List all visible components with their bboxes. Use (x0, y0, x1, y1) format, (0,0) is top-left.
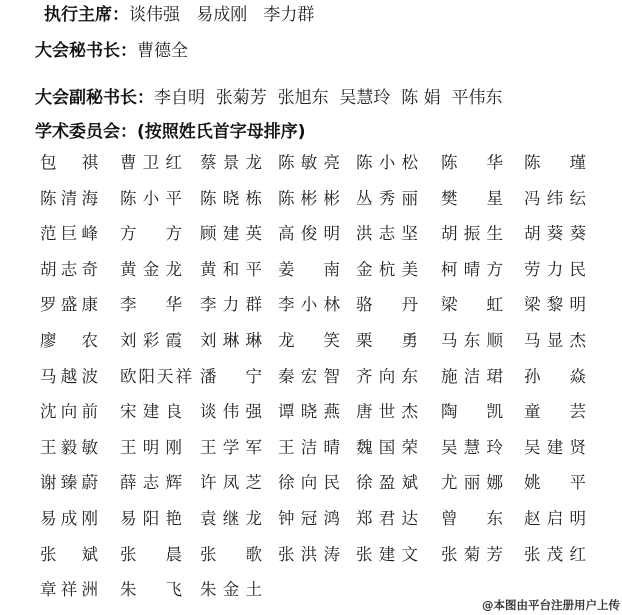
committee-member: 赵启明 (524, 509, 586, 528)
committee-member: 李力群 (200, 295, 262, 314)
committee-member: 薛志辉 (120, 473, 182, 492)
committee-member: 胡葵葵 (524, 224, 586, 243)
committee-member: 张菊芳 (441, 545, 503, 564)
committee-member: 金杭美 (356, 260, 418, 279)
committee-member: 谈伟强 (200, 402, 262, 421)
secretary-general-line (35, 40, 188, 62)
committee-member: 陈小松 (356, 153, 418, 172)
committee-member: 齐向东 (356, 367, 418, 386)
committee-member: 吴慧玲 (441, 438, 503, 457)
committee-member: 梁 虹 (441, 295, 503, 314)
committee-member: 王学军 (200, 438, 262, 457)
committee-member: 曹卫红 (120, 153, 182, 172)
committee-member: 胡志奇 (40, 260, 98, 279)
committee-member: 袁继龙 (200, 509, 262, 528)
committee-member: 包 祺 (40, 153, 98, 172)
committee-member: 马东顺 (441, 331, 503, 350)
committee-member: 姚 平 (524, 473, 586, 492)
committee-member: 李 华 (120, 295, 182, 314)
committee-member: 王洁晴 (278, 438, 340, 457)
committee-member: 李小林 (278, 295, 340, 314)
committee-member: 骆 丹 (356, 295, 418, 314)
committee-member: 马越波 (40, 367, 98, 386)
committee-member: 马显杰 (524, 331, 586, 350)
committee-member: 吴建贤 (524, 438, 586, 457)
committee-member: 洪志坚 (356, 224, 418, 243)
committee-member: 黄金龙 (120, 260, 182, 279)
committee-member: 王明刚 (120, 438, 182, 457)
committee-member: 宋建良 (120, 402, 182, 421)
committee-member: 柯晴方 (441, 260, 503, 279)
committee-member: 范巨峰 (40, 224, 98, 243)
committee-member: 朱 飞 (120, 580, 182, 599)
chair-line (44, 4, 314, 26)
committee-member: 罗盛康 (40, 295, 98, 314)
committee-member: 方 方 (120, 224, 182, 243)
committee-member: 谢臻蔚 (40, 473, 98, 492)
committee-member: 童 芸 (524, 402, 586, 421)
committee-member: 魏国荣 (356, 438, 418, 457)
watermark: @本图由平台注册用户上传 (482, 598, 620, 612)
committee-member: 朱金土 (200, 580, 262, 599)
committee-member: 许凤芝 (200, 473, 262, 492)
committee-member: 龙 笑 (278, 331, 340, 350)
committee-member: 张 歌 (200, 545, 262, 564)
committee-member: 陈 瑾 (524, 153, 586, 172)
committee-member: 张茂红 (524, 545, 586, 564)
committee-member: 郑君达 (356, 509, 418, 528)
committee-member: 张 斌 (40, 545, 98, 564)
committee-member: 唐世杰 (356, 402, 418, 421)
committee-member: 欧阳天祥 (120, 367, 192, 386)
secretary-general-name: 曹德全 (137, 41, 188, 61)
committee-member: 易成刚 (40, 509, 98, 528)
committee-member: 沈向前 (40, 402, 98, 421)
deputy-secretaries-names: 李自明 张菊芳 张旭东 吴慧玲 陈 娟 平伟东 (154, 88, 503, 108)
committee-member: 陈小平 (120, 189, 182, 208)
chair-names: 谈伟强 易成刚 李力群 (129, 5, 315, 25)
committee-member: 陈清海 (40, 189, 98, 208)
committee-member: 樊 星 (441, 189, 503, 208)
committee-member: 张洪涛 (278, 545, 340, 564)
committee-member: 顾建英 (200, 224, 262, 243)
committee-member: 姜 南 (278, 260, 340, 279)
committee-member: 劳力民 (524, 260, 586, 279)
committee-member: 胡振生 (441, 224, 503, 243)
committee-member: 栗 勇 (356, 331, 418, 350)
committee-member: 梁黎明 (524, 295, 586, 314)
committee-member: 易阳艳 (120, 509, 182, 528)
committee-member: 王毅敏 (40, 438, 98, 457)
committee-member: 施洁珺 (441, 367, 503, 386)
committee-member: 陈彬彬 (278, 189, 340, 208)
committee-member: 张建文 (356, 545, 418, 564)
committee-member: 陈 华 (441, 153, 503, 172)
committee-member: 秦宏智 (278, 367, 340, 386)
committee-member: 潘 宁 (200, 367, 262, 386)
committee-member: 章祥洲 (40, 580, 98, 599)
secretary-general-label: 大会秘书长： (35, 41, 137, 61)
committee-member: 谭晓燕 (278, 402, 340, 421)
committee-member: 高俊明 (278, 224, 340, 243)
deputy-secretaries-line (35, 87, 502, 109)
committee-member: 徐向民 (278, 473, 340, 492)
committee-member: 陈晓栋 (200, 189, 262, 208)
committee-member: 尤丽娜 (441, 473, 503, 492)
committee-member: 陈敏亮 (278, 153, 340, 172)
deputy-secretaries-label: 大会副秘书长： (35, 88, 154, 108)
committee-member: 丛秀丽 (356, 189, 418, 208)
committee-member: 陶 凯 (441, 402, 503, 421)
committee-member: 黄和平 (200, 260, 262, 279)
committee-member: 曾 东 (441, 509, 503, 528)
committee-heading: 学术委员会：(按照姓氏首字母排序) (35, 122, 306, 142)
committee-member: 徐盈斌 (356, 473, 418, 492)
committee-member: 刘琳琳 (200, 331, 262, 350)
committee-member: 廖 农 (40, 331, 98, 350)
committee-member: 冯纬纭 (524, 189, 586, 208)
committee-member: 钟冠鸿 (278, 509, 340, 528)
committee-member: 张 晨 (120, 545, 182, 564)
chair-label: 执行主席： (44, 5, 129, 25)
committee-member: 蔡景龙 (200, 153, 262, 172)
committee-member: 刘彩霞 (120, 331, 182, 350)
committee-member: 孙 焱 (524, 367, 586, 386)
